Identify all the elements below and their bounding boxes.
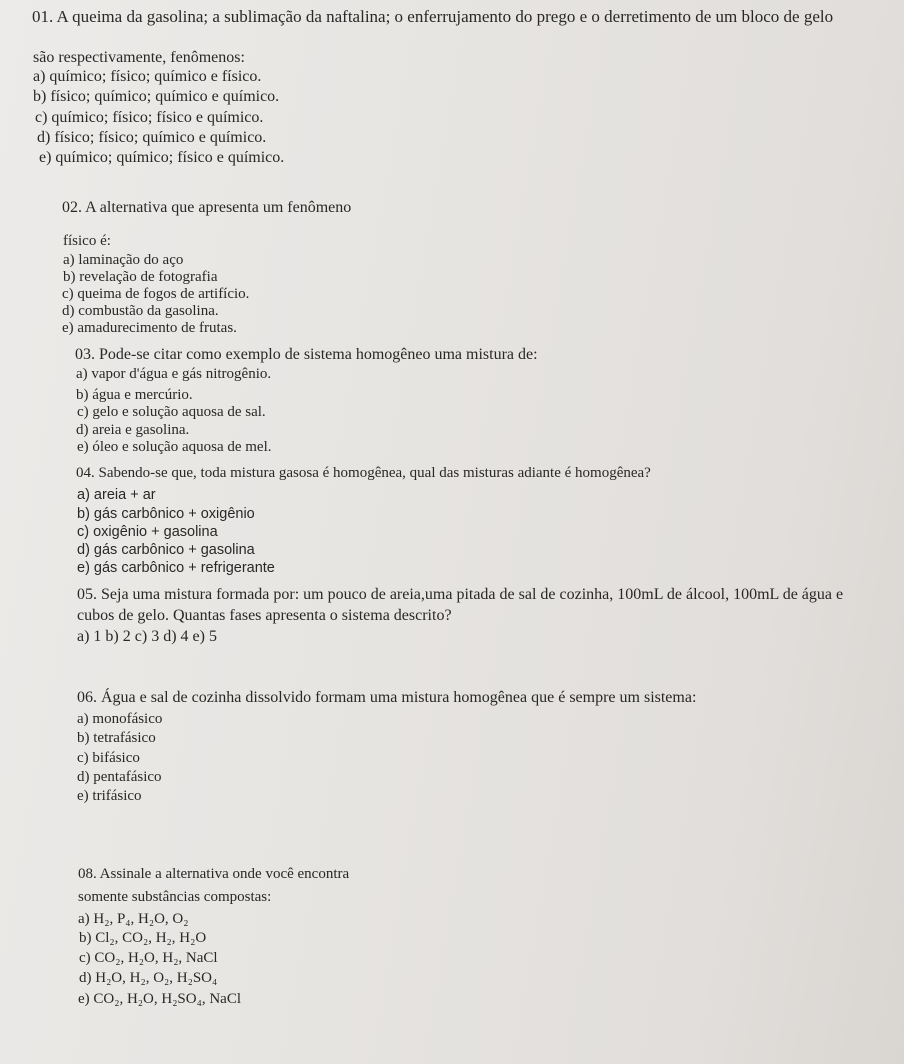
q02-stem-line1: 02. A alternativa que apresenta um fenômeno xyxy=(62,199,352,216)
q01-option-d: d) físico; físico; químico e químico. xyxy=(37,129,267,146)
q08-option-e-label: e) xyxy=(78,991,90,1007)
q06-option-a: a) monofásico xyxy=(77,711,163,727)
q03-option-e: e) óleo e solução aquosa de mel. xyxy=(77,439,272,455)
q08-option-c-formula: CO₂, H₂O, H₂, NaCl xyxy=(94,950,218,966)
q08-stem-line2: somente substâncias compostas: xyxy=(78,889,272,905)
q08-option-d xyxy=(79,971,217,986)
q02-option-a: a) laminação do aço xyxy=(63,252,184,268)
q03-option-b: b) água e mercúrio. xyxy=(76,387,193,403)
q08-option-b xyxy=(79,931,206,946)
q01-option-e: e) químico; químico; físico e químico. xyxy=(39,149,285,166)
q05-stem-line1: 05. Seja uma mistura formada por: um pouco de areia,uma pitada de sal de cozinha, 100mL de álcool, 100mL de água e xyxy=(77,586,844,603)
q02-option-c: c) queima de fogos de artifício. xyxy=(62,286,250,302)
q08-option-a-formula: H₂, P₄, H₂O, O₂ xyxy=(93,911,189,927)
q03-option-d: d) areia e gasolina. xyxy=(76,422,190,438)
q01-stem-line1: 01. A queima da gasolina; a sublimação da naftalina; o enferrujamento do prego e o derretimento de um bloco de gelo xyxy=(32,7,834,26)
q02-stem-line2: físico é: xyxy=(63,233,111,249)
q08-option-d-label: d) xyxy=(79,970,92,986)
q02-option-b: b) revelação de fotografia xyxy=(63,269,218,285)
q02-option-e: e) amadurecimento de frutas. xyxy=(62,320,237,336)
q01-option-c: c) químico; físico; físico e químico. xyxy=(35,109,264,126)
q08-option-b-label: b) xyxy=(79,930,92,946)
q02-option-d: d) combustão da gasolina. xyxy=(62,303,219,319)
q06-stem: 06. Água e sal de cozinha dissolvido formam uma mistura homogênea que é sempre um sistema: xyxy=(77,689,697,706)
q08-option-c xyxy=(79,951,218,966)
q01-option-b: b) físico; químico; químico e químico. xyxy=(33,88,280,105)
q08-option-a-label: a) xyxy=(78,911,90,927)
q08-stem-line1: 08. Assinale a alternativa onde você encontra xyxy=(78,866,350,882)
q04-option-d: d) gás carbônico + gasolina xyxy=(77,542,255,558)
q08-option-e xyxy=(78,992,241,1007)
q04-option-b: b) gás carbônico + oxigênio xyxy=(77,506,255,522)
q03-option-c: c) gelo e solução aquosa de sal. xyxy=(77,404,266,420)
q06-option-c: c) bifásico xyxy=(77,750,140,766)
q06-option-e: e) trifásico xyxy=(77,788,142,804)
q06-option-d: d) pentafásico xyxy=(77,769,162,785)
q08-option-a xyxy=(78,912,189,927)
q04-option-c: c) oxigênio + gasolina xyxy=(77,524,218,540)
q08-option-b-formula: Cl₂, CO₂, H₂, H₂O xyxy=(95,930,207,946)
q03-stem: 03. Pode-se citar como exemplo de sistema homogêneo uma mistura de: xyxy=(75,346,538,363)
q08-option-d-formula: H₂O, H₂, O₂, H₂SO₄ xyxy=(95,970,218,986)
q01-stem-line2: são respectivamente, fenômenos: xyxy=(33,49,245,66)
q06-option-b: b) tetrafásico xyxy=(77,730,156,746)
q05-stem-line2: cubos de gelo. Quantas fases apresenta o sistema descrito? xyxy=(77,607,452,624)
q04-option-e: e) gás carbônico + refrigerante xyxy=(77,560,275,576)
q05-options: a) 1 b) 2 c) 3 d) 4 e) 5 xyxy=(77,628,217,645)
q04-option-a: a) areia + ar xyxy=(77,487,156,503)
q08-option-e-formula: CO₂, H₂O, H₂SO₄, NaCl xyxy=(93,991,241,1007)
q03-option-a: a) vapor d'água e gás nitrogênio. xyxy=(76,366,272,382)
q08-option-c-label: c) xyxy=(79,950,91,966)
q04-stem: 04. Sabendo-se que, toda mistura gasosa é homogênea, qual das misturas adiante é homogênea? xyxy=(76,465,651,481)
q01-option-a: a) químico; físico; químico e físico. xyxy=(33,68,262,85)
